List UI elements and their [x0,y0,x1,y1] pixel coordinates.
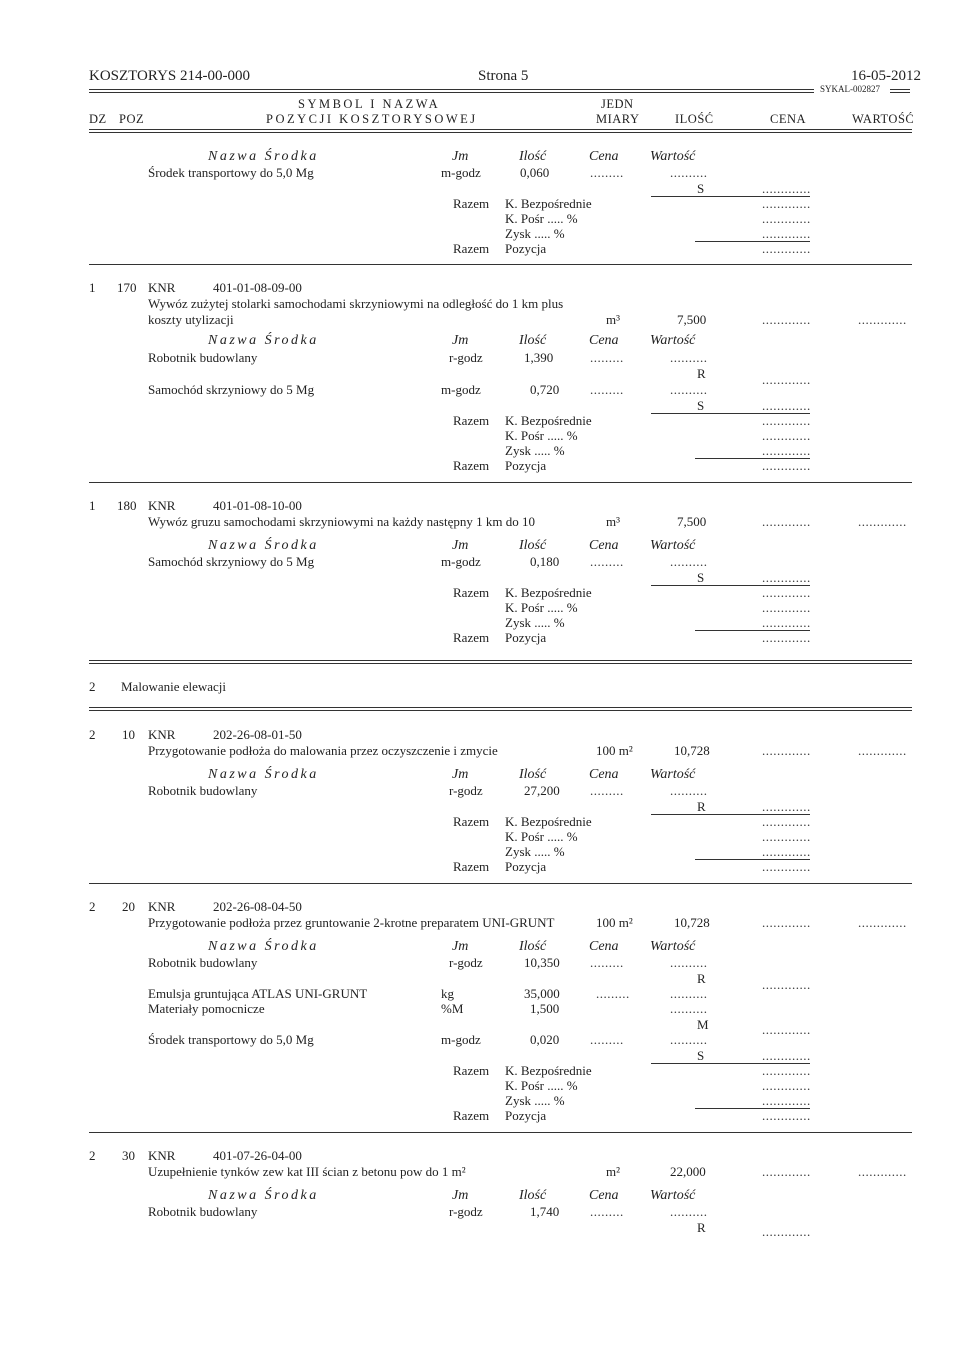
sub-jm: Jm [452,939,469,954]
sub-wartosc: Wartość [650,767,696,782]
sub-nazwa: Nazwa Środka [208,767,319,782]
pos-desc: Wywóz zużytej stolarki samochodami skrzyniowymi na odległość do 1 km plus [148,296,564,311]
sub-nazwa: Nazwa Środka [208,538,319,553]
resource-price: ......... [590,783,624,798]
marker-s-value: ............. [762,570,811,585]
resource-value: .......... [670,1032,708,1047]
pos-unit: 100 m² [596,915,633,930]
k-bezp-label: K. Bezpośrednie [505,196,592,211]
resource-jm: r-godz [449,350,483,365]
razem-label: Razem [453,196,490,211]
pos-desc: Przygotowanie podłoża do malowania przez oczyszczenie i zmycie [148,743,498,758]
system-code: SYKAL-002827 [820,84,880,94]
k-posr-value: ............. [762,600,811,615]
resource-jm: r-godz [449,783,483,798]
resource-price: ......... [590,382,624,397]
marker-r-value: ............. [762,372,811,387]
resource-qty: 0,720 [530,382,560,397]
k-posr-value: ............. [762,211,811,226]
resource-price: ......... [596,986,630,1001]
sub-cena: Cena [589,538,619,553]
marker-s: S [697,398,705,413]
k-posr-value: ............. [762,1078,811,1093]
col-wartosc: WARTOŚĆ [852,112,915,126]
marker-s-value: ............. [762,398,811,413]
sub-cena: Cena [589,767,619,782]
resource-value: .......... [670,955,708,970]
k-posr-label: K. Pośr ..... % [505,1078,578,1093]
resource-value: .......... [670,350,708,365]
sub-ilosc: Ilość [519,939,547,954]
pos-value: ............. [858,514,907,529]
sub-wartosc: Wartość [650,538,696,553]
k-posr-label: K. Pośr ..... % [505,600,578,615]
razem-label: Razem [453,1108,490,1123]
resource-value: .......... [670,554,708,569]
resource-qty: 10,350 [524,955,560,970]
pos-qty: 10,728 [674,915,710,930]
marker-r: R [697,799,706,814]
pos-nr: 202-26-08-01-50 [213,727,302,742]
sub-wartosc: Wartość [650,333,696,348]
sub-jm: Jm [452,1188,469,1203]
razem-label: Razem [453,814,490,829]
col-poz: POZ [119,112,145,126]
zysk-value: ............. [762,1093,811,1108]
resource-jm: r-godz [449,955,483,970]
col-ilosc: ILOŚĆ [675,112,714,126]
col-symbol-line2: POZYCJI KOSZTORYSOWEJ [266,112,478,126]
zysk-label: Zysk ..... % [505,226,565,241]
pos-nr: 401-07-26-04-00 [213,1148,302,1163]
pos-unit: m³ [606,312,621,327]
k-posr-label: K. Pośr ..... % [505,829,578,844]
pos-kod: KNR [148,1148,176,1163]
sub-ilosc: Ilość [519,1188,547,1203]
sub-nazwa: Nazwa Środka [208,333,319,348]
sub-ilosc: Ilość [519,767,547,782]
resource-qty: 0,060 [520,165,550,180]
sub-wartosc: Wartość [650,939,696,954]
resource-price: ......... [590,554,624,569]
pos-poz: 10 [122,727,135,742]
marker-s-value: ............. [762,181,811,196]
resource-qty: 1,500 [530,1001,560,1016]
pos-kod: KNR [148,899,176,914]
col-cena: CENA [770,112,807,126]
pos-desc: koszty utylizacji [148,312,234,327]
k-bezp-value: ............. [762,196,811,211]
pos-desc: Wywóz gruzu samochodami skrzyniowymi na każdy następny 1 km do 10 [148,514,535,529]
pos-price: ............. [762,312,811,327]
k-bezp-value: ............. [762,585,811,600]
resource-name: Robotnik budowlany [148,955,258,970]
zysk-value: ............. [762,615,811,630]
pos-nr: 401-01-08-09-00 [213,280,302,295]
k-bezp-value: ............. [762,413,811,428]
resource-name: Samochód skrzyniowy do 5 Mg [148,382,315,397]
page-number: Strona 5 [478,68,529,84]
pos-qty: 7,500 [677,312,707,327]
k-posr-value: ............. [762,829,811,844]
sub-jm: Jm [452,333,469,348]
pozycja-label: Pozycja [505,1108,547,1123]
marker-r: R [697,366,706,381]
pos-value: ............. [858,743,907,758]
k-bezp-label: K. Bezpośrednie [505,814,592,829]
marker-s-value: ............. [762,1048,811,1063]
pos-value: ............. [858,1164,907,1179]
pos-poz: 20 [122,899,135,914]
resource-name: Materiały pomocnicze [148,1001,265,1016]
pos-nr: 202-26-08-04-50 [213,899,302,914]
pos-desc: Uzupełnienie tynków zew kat III ścian z betonu pow do 1 m² [148,1164,466,1179]
section-number: 2 [89,679,96,694]
razem-label: Razem [453,413,490,428]
pozycja-value: ............. [762,241,811,256]
resource-name: Środek transportowy do 5,0 Mg [148,165,314,180]
marker-m-value: ............. [762,1022,811,1037]
pozycja-label: Pozycja [505,859,547,874]
resource-qty: 27,200 [524,783,560,798]
razem-label: Razem [453,241,490,256]
pos-kod: KNR [148,498,176,513]
razem-label: Razem [453,585,490,600]
col-jedn-line1: JEDN [601,97,634,111]
pos-qty: 10,728 [674,743,710,758]
pos-value: ............. [858,915,907,930]
resource-value: .......... [670,1001,708,1016]
pos-qty: 7,500 [677,514,707,529]
resource-price: ......... [590,165,624,180]
k-posr-label: K. Pośr ..... % [505,211,578,226]
pos-qty: 22,000 [670,1164,706,1179]
zysk-value: ............. [762,226,811,241]
pos-dz: 2 [89,727,96,742]
pozycja-label: Pozycja [505,241,547,256]
resource-value: .......... [670,986,708,1001]
zysk-label: Zysk ..... % [505,443,565,458]
resource-price: ......... [590,1032,624,1047]
resource-name: Robotnik budowlany [148,1204,258,1219]
pos-kod: KNR [148,280,176,295]
resource-jm: m-godz [441,554,481,569]
pos-dz: 1 [89,498,96,513]
sub-nazwa: Nazwa Środka [208,149,319,164]
sub-cena: Cena [589,939,619,954]
resource-name: Robotnik budowlany [148,350,258,365]
resource-jm: %M [441,1001,464,1016]
resource-name: Środek transportowy do 5,0 Mg [148,1032,314,1047]
marker-s: S [697,570,705,585]
k-bezp-label: K. Bezpośrednie [505,1063,592,1078]
pos-poz: 30 [122,1148,135,1163]
zysk-label: Zysk ..... % [505,1093,565,1108]
pos-unit: m² [606,1164,621,1179]
resource-jm: m-godz [441,382,481,397]
sub-wartosc: Wartość [650,1188,696,1203]
sub-ilosc: Ilość [519,333,547,348]
pos-poz: 180 [117,498,137,513]
pos-dz: 1 [89,280,96,295]
pos-price: ............. [762,514,811,529]
resource-value: .......... [670,165,708,180]
pos-desc: Przygotowanie podłoża przez gruntowanie 2-krotne preparatem UNI-GRUNT [148,915,555,930]
marker-r-value: ............. [762,799,811,814]
sub-ilosc: Ilość [519,149,547,164]
resource-price: ......... [590,350,624,365]
resource-jm: kg [441,986,454,1001]
razem-label: Razem [453,1063,490,1078]
marker-r: R [697,971,706,986]
resource-qty: 0,180 [530,554,560,569]
sub-ilosc: Ilość [519,538,547,553]
marker-s: S [697,1048,705,1063]
k-bezp-value: ............. [762,814,811,829]
sub-nazwa: Nazwa Środka [208,1188,319,1203]
marker-m: M [697,1017,709,1032]
resource-qty: 1,390 [524,350,554,365]
zysk-value: ............. [762,844,811,859]
sub-cena: Cena [589,149,619,164]
pos-price: ............. [762,915,811,930]
pos-unit: m³ [606,514,621,529]
sub-nazwa: Nazwa Środka [208,939,319,954]
resource-value: .......... [670,783,708,798]
marker-r-value: ............. [762,977,811,992]
zysk-label: Zysk ..... % [505,615,565,630]
pos-value: ............. [858,312,907,327]
marker-r: R [697,1220,706,1235]
marker-s: S [697,181,705,196]
document-date: 16-05-2012 [851,68,921,84]
col-dz: DZ [89,112,107,126]
sub-jm: Jm [452,538,469,553]
pozycja-value: ............. [762,859,811,874]
resource-name: Samochód skrzyniowy do 5 Mg [148,554,315,569]
pozycja-label: Pozycja [505,630,547,645]
resource-name: Emulsja gruntująca ATLAS UNI-GRUNT [148,986,368,1001]
col-jedn-line2: MIARY [596,112,640,126]
pozycja-value: ............. [762,1108,811,1123]
zysk-label: Zysk ..... % [505,844,565,859]
pos-unit: 100 m² [596,743,633,758]
col-symbol-line1: SYMBOL I NAZWA [298,97,441,111]
resource-jm: r-godz [449,1204,483,1219]
resource-value: .......... [670,382,708,397]
resource-jm: m-godz [441,1032,481,1047]
marker-r-value: ............. [762,1224,811,1239]
document-title: KOSZTORYS 214-00-000 [89,68,250,84]
sub-jm: Jm [452,767,469,782]
sub-cena: Cena [589,1188,619,1203]
resource-value: .......... [670,1204,708,1219]
sub-cena: Cena [589,333,619,348]
k-bezp-label: K. Bezpośrednie [505,585,592,600]
razem-label: Razem [453,458,490,473]
pozycja-value: ............. [762,458,811,473]
razem-label: Razem [453,859,490,874]
pozycja-value: ............. [762,630,811,645]
zysk-value: ............. [762,443,811,458]
resource-qty: 35,000 [524,986,560,1001]
k-bezp-value: ............. [762,1063,811,1078]
section-title: Malowanie elewacji [121,679,227,694]
k-posr-label: K. Pośr ..... % [505,428,578,443]
resource-price: ......... [590,1204,624,1219]
resource-qty: 1,740 [530,1204,560,1219]
resource-qty: 0,020 [530,1032,560,1047]
pos-price: ............. [762,743,811,758]
pos-kod: KNR [148,727,176,742]
resource-name: Robotnik budowlany [148,783,258,798]
pos-dz: 2 [89,899,96,914]
resource-jm: m-godz [441,165,481,180]
pos-poz: 170 [117,280,137,295]
pozycja-label: Pozycja [505,458,547,473]
k-posr-value: ............. [762,428,811,443]
k-bezp-label: K. Bezpośrednie [505,413,592,428]
pos-price: ............. [762,1164,811,1179]
pos-nr: 401-01-08-10-00 [213,498,302,513]
pos-dz: 2 [89,1148,96,1163]
sub-jm: Jm [452,149,469,164]
resource-price: ......... [590,955,624,970]
razem-label: Razem [453,630,490,645]
sub-wartosc: Wartość [650,149,696,164]
